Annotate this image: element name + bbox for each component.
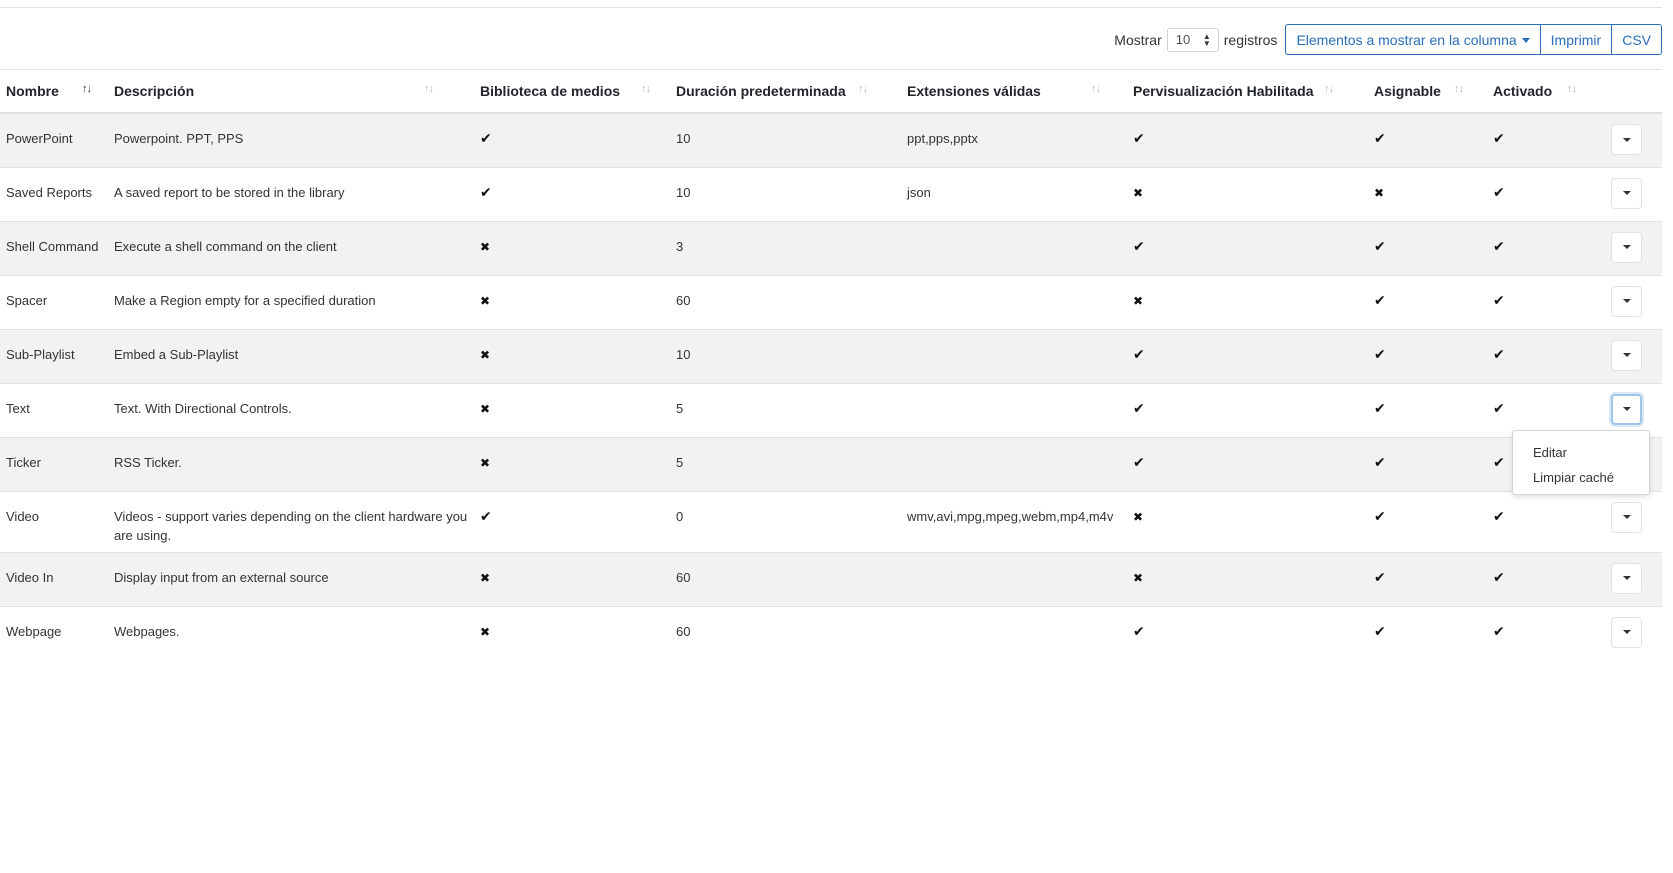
check-icon: ✔ (1493, 183, 1505, 200)
cell-actions (1605, 606, 1662, 660)
cell-extensions: wmv,avi,mpg,mpeg,webm,mp4,m4v (901, 491, 1127, 552)
cell-assignable (1368, 552, 1487, 606)
cell-media-library (474, 552, 670, 606)
check-icon: ✔ (1493, 130, 1505, 146)
cell-actions (1605, 275, 1662, 329)
cell-enabled (1487, 552, 1605, 606)
table-row (0, 437, 1662, 491)
cell-actions (1605, 491, 1662, 552)
cell-preview (1127, 491, 1368, 552)
sort-icon: ↑↓ (858, 83, 867, 95)
caret-down-icon (1623, 630, 1631, 634)
check-icon: ✔ (1493, 237, 1505, 254)
table-row (0, 552, 1662, 606)
cell-preview (1127, 221, 1368, 275)
times-icon: ✖ (480, 570, 491, 585)
page-length-value: 10 (1175, 32, 1191, 47)
check-icon: ✔ (480, 183, 492, 200)
row-actions-button[interactable] (1611, 340, 1642, 371)
cell-media-library (474, 329, 670, 383)
cell-duration: 10 (670, 167, 901, 221)
cell-assignable (1368, 383, 1487, 437)
cell-actions (1605, 167, 1662, 221)
sort-icon: ↑↓ (641, 83, 650, 95)
cell-media-library (474, 221, 670, 275)
caret-down-icon (1623, 299, 1631, 303)
cell-description: Text. With Directional Controls. (108, 383, 474, 437)
check-icon: ✔ (1493, 399, 1505, 416)
column-header[interactable] (1368, 70, 1487, 114)
cell-extensions (901, 221, 1127, 275)
cell-description: Videos - support varies depending on the client hardware you are using. (108, 491, 474, 552)
table-toolbar (1114, 24, 1662, 55)
cell-description: Execute a shell command on the client (108, 221, 474, 275)
check-icon: ✔ (1374, 237, 1386, 254)
column-header-label: Extensiones válidas (907, 83, 1041, 99)
cell-description: Make a Region empty for a specified duration (108, 275, 474, 329)
cell-name: Webpage (0, 606, 108, 660)
check-icon: ✔ (480, 507, 492, 524)
times-icon: ✖ (480, 347, 491, 362)
cell-extensions: json (901, 167, 1127, 221)
actions-header (1605, 70, 1662, 114)
cell-description: RSS Ticker. (108, 437, 474, 491)
column-header[interactable] (0, 70, 108, 114)
cell-name: Video (0, 491, 108, 552)
select-arrows-icon: ▲ ▼ (1202, 31, 1211, 48)
table-row (0, 167, 1662, 221)
row-actions-button[interactable] (1611, 178, 1642, 209)
cell-media-library (474, 437, 670, 491)
row-actions-button[interactable] (1611, 232, 1642, 263)
cell-enabled (1487, 329, 1605, 383)
cell-preview (1127, 275, 1368, 329)
cell-media-library (474, 383, 670, 437)
check-icon: ✔ (1374, 622, 1386, 639)
row-actions-button[interactable] (1611, 617, 1642, 648)
cell-description: Powerpoint. PPT, PPS (108, 113, 474, 167)
times-icon: ✖ (480, 624, 491, 639)
table-row (0, 606, 1662, 660)
caret-down-icon (1623, 245, 1631, 249)
cell-assignable (1368, 606, 1487, 660)
cell-preview (1127, 113, 1368, 167)
check-icon: ✔ (1133, 130, 1145, 146)
table-row (0, 329, 1662, 383)
cell-actions (1605, 552, 1662, 606)
column-header[interactable] (474, 70, 670, 114)
table-row (0, 221, 1662, 275)
check-icon: ✔ (1493, 291, 1505, 308)
cell-actions (1605, 329, 1662, 383)
cell-description: A saved report to be stored in the library (108, 167, 474, 221)
cell-preview (1127, 383, 1368, 437)
cell-extensions (901, 275, 1127, 329)
page-length-select[interactable] (1167, 28, 1219, 52)
column-header[interactable] (1487, 70, 1605, 114)
cell-extensions (901, 606, 1127, 660)
clear-cache-menu-item[interactable]: Limpiar caché (1533, 470, 1614, 485)
times-icon: ✖ (1133, 185, 1144, 200)
check-icon: ✔ (1493, 568, 1505, 585)
column-header-label: Duración predeterminada (676, 83, 846, 99)
cell-preview (1127, 437, 1368, 491)
sort-icon: ↑↓ (82, 83, 91, 95)
times-icon: ✖ (480, 401, 491, 416)
cell-description: Embed a Sub-Playlist (108, 329, 474, 383)
check-icon: ✔ (1493, 345, 1505, 362)
cell-name: Ticker (0, 437, 108, 491)
cell-enabled (1487, 113, 1605, 167)
column-header-label: Descripción (114, 83, 195, 99)
row-actions-button[interactable] (1611, 563, 1642, 594)
times-icon: ✖ (1133, 293, 1144, 308)
check-icon: ✔ (1374, 568, 1386, 585)
cell-media-library (474, 606, 670, 660)
check-icon: ✔ (1374, 130, 1386, 146)
times-icon: ✖ (1133, 570, 1144, 585)
column-header-label: Asignable (1374, 83, 1441, 99)
cell-enabled (1487, 221, 1605, 275)
cell-duration: 10 (670, 329, 901, 383)
caret-down-icon (1522, 38, 1530, 43)
cell-description: Display input from an external source (108, 552, 474, 606)
cell-enabled (1487, 167, 1605, 221)
table-row (0, 275, 1662, 329)
row-actions-button[interactable] (1611, 124, 1642, 155)
cell-name: Text (0, 383, 108, 437)
check-icon: ✔ (1493, 622, 1505, 639)
check-icon: ✔ (1133, 399, 1145, 416)
cell-duration: 0 (670, 491, 901, 552)
check-icon: ✔ (1133, 345, 1145, 362)
caret-down-icon (1623, 576, 1631, 580)
cell-enabled (1487, 491, 1605, 552)
show-label: Mostrar (1114, 31, 1162, 48)
cell-assignable (1368, 167, 1487, 221)
check-icon: ✔ (480, 130, 492, 146)
cell-duration: 3 (670, 221, 901, 275)
modules-table (0, 69, 1662, 660)
row-actions-button[interactable] (1611, 502, 1642, 533)
cell-name: Sub-Playlist (0, 329, 108, 383)
cell-duration: 60 (670, 552, 901, 606)
column-header[interactable] (670, 70, 901, 114)
cell-assignable (1368, 437, 1487, 491)
csv-button[interactable]: CSV (1612, 24, 1662, 55)
times-icon: ✖ (480, 455, 491, 470)
cell-preview (1127, 329, 1368, 383)
caret-down-icon (1623, 138, 1631, 142)
times-icon: ✖ (1133, 509, 1144, 524)
check-icon: ✔ (1374, 345, 1386, 362)
cell-preview (1127, 606, 1368, 660)
cell-assignable (1368, 221, 1487, 275)
cell-assignable (1368, 113, 1487, 167)
cell-media-library (474, 491, 670, 552)
cell-duration: 60 (670, 275, 901, 329)
check-icon: ✔ (1374, 399, 1386, 416)
table-row (0, 491, 1662, 552)
cell-assignable (1368, 275, 1487, 329)
export-button-group (1285, 24, 1662, 55)
sort-icon: ↑↓ (1324, 83, 1333, 95)
table-header-row (0, 70, 1662, 114)
times-icon: ✖ (1374, 185, 1385, 200)
cell-name: Shell Command (0, 221, 108, 275)
cell-name: Saved Reports (0, 167, 108, 221)
cell-name: PowerPoint (0, 113, 108, 167)
cell-duration: 60 (670, 606, 901, 660)
check-icon: ✔ (1374, 453, 1386, 470)
column-visibility-label: Elementos a mostrar en la columna (1296, 31, 1517, 48)
table-body (0, 113, 1662, 660)
check-icon: ✔ (1133, 453, 1145, 470)
cell-assignable (1368, 329, 1487, 383)
caret-down-icon (1623, 407, 1631, 411)
times-icon: ✖ (480, 293, 491, 308)
cell-assignable (1368, 491, 1487, 552)
row-actions-dropdown (1512, 430, 1650, 495)
check-icon: ✔ (1374, 291, 1386, 308)
column-header-label: Activado (1493, 83, 1553, 99)
cell-media-library (474, 113, 670, 167)
column-header-label: Pervisualización Habilitada (1133, 83, 1314, 99)
top-divider (0, 7, 1662, 8)
check-icon: ✔ (1374, 507, 1386, 524)
cell-duration: 10 (670, 113, 901, 167)
check-icon: ✔ (1133, 622, 1145, 639)
cell-extensions: ppt,pps,pptx (901, 113, 1127, 167)
check-icon: ✔ (1133, 237, 1145, 254)
print-button[interactable]: Imprimir (1541, 24, 1613, 55)
check-icon: ✔ (1493, 507, 1505, 524)
column-header-label: Nombre (6, 83, 59, 99)
cell-enabled (1487, 606, 1605, 660)
table-row (0, 113, 1662, 167)
table-row (0, 383, 1662, 437)
row-actions-button[interactable] (1611, 394, 1642, 425)
check-icon: ✔ (1493, 453, 1505, 470)
cell-extensions (901, 383, 1127, 437)
cell-name: Video In (0, 552, 108, 606)
column-header[interactable] (901, 70, 1127, 114)
caret-down-icon (1623, 515, 1631, 519)
cell-extensions (901, 552, 1127, 606)
row-actions-button[interactable] (1611, 286, 1642, 317)
times-icon: ✖ (480, 239, 491, 254)
column-visibility-button[interactable] (1285, 24, 1540, 55)
cell-preview (1127, 552, 1368, 606)
edit-menu-item[interactable]: Editar (1533, 445, 1567, 460)
cell-enabled (1487, 275, 1605, 329)
cell-actions (1605, 113, 1662, 167)
caret-down-icon (1623, 191, 1631, 195)
cell-media-library (474, 167, 670, 221)
sort-icon: ↑↓ (1091, 83, 1100, 95)
sort-icon: ↑↓ (1454, 83, 1463, 95)
cell-name: Spacer (0, 275, 108, 329)
cell-description: Webpages. (108, 606, 474, 660)
cell-enabled (1487, 383, 1605, 437)
column-header[interactable] (108, 70, 474, 114)
records-label: registros (1223, 31, 1278, 48)
column-header-label: Biblioteca de medios (480, 83, 621, 99)
sort-icon: ↑↓ (1567, 83, 1576, 95)
cell-duration: 5 (670, 383, 901, 437)
cell-actions (1605, 221, 1662, 275)
cell-preview (1127, 167, 1368, 221)
column-header[interactable] (1127, 70, 1368, 114)
cell-extensions (901, 437, 1127, 491)
cell-media-library (474, 275, 670, 329)
caret-down-icon (1623, 353, 1631, 357)
cell-duration: 5 (670, 437, 901, 491)
cell-actions (1605, 383, 1662, 437)
cell-extensions (901, 329, 1127, 383)
sort-icon: ↑↓ (424, 83, 433, 95)
